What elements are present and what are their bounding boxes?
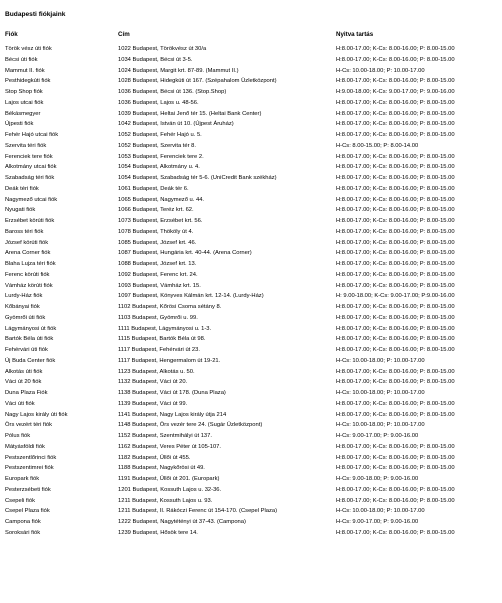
table-row xyxy=(0,195,502,206)
branch-name: Pestszentimrei fiók xyxy=(5,465,54,472)
branch-address: 1022 Budapest, Törökvész út 30/a xyxy=(118,46,207,52)
branch-address: 1034 Budapest, Bécsi út 3-5. xyxy=(118,56,193,63)
branch-hours: H:8.00-17.00; K-Cs: 8.00-16.00; P: 8.00-15.00 xyxy=(336,411,455,418)
table-row xyxy=(0,313,502,324)
branch-address: 1152 Budapest, Szentmihályi út 137. xyxy=(118,433,212,439)
branch-address: 1111 Budapest, Lágymányosi u. 1-3. xyxy=(118,325,212,332)
header-address: Cím xyxy=(118,31,130,38)
branch-name: Lágymányosi út fiók xyxy=(5,325,57,332)
branch-name: Újpesti fiók xyxy=(5,121,34,128)
branch-name: Fehér Hajó utcai fiók xyxy=(5,132,59,138)
branch-hours: H: 9.00-18.00; K-Cs: 9.00-17.00; P:9.00-16.00 xyxy=(336,293,455,300)
table-row xyxy=(0,356,502,367)
page-title: Budapesti fiókjaink xyxy=(5,11,66,18)
table-row xyxy=(0,377,502,388)
branch-hours: H:8.00-17.00; K-Cs: 8.00-16.00; P: 8.00-15.00 xyxy=(336,261,455,267)
branch-name: József körúti fiók xyxy=(5,239,49,246)
branch-address: 1054 Budapest, Alkotmány u. 4. xyxy=(118,164,200,171)
table-row xyxy=(0,173,502,184)
branch-hours: H:8.00-17.00; K-Cs: 8.00-16.00; P: 8.00-15.00 xyxy=(336,228,455,235)
table-row xyxy=(0,55,502,66)
branch-hours: H:8.00-17.00; K-Cs: 8.00-16.00; P: 8.00-15.00 xyxy=(336,465,455,472)
branch-address: 1042 Budapest, István út 10. (Újpest Áruház) xyxy=(118,121,234,128)
branch-address: 1065 Budapest, Nagymező u. 44. xyxy=(118,196,205,203)
branch-name: Mammut II. fiók xyxy=(5,67,45,74)
branch-name: Nagymező utcai fiók xyxy=(5,196,58,203)
branch-name: Váci úti fiók xyxy=(5,400,35,407)
branch-address: 1028 Budapest, Hidegkúti út 167. (Szépahalom Üzletközpont) xyxy=(118,78,277,85)
table-row xyxy=(0,485,502,496)
table-row xyxy=(0,227,502,238)
branch-address: 1148 Budapest, Örs vezér tere 24. (Sugár Üzletközpont) xyxy=(118,422,263,429)
table-row xyxy=(0,496,502,507)
branch-address: 1115 Budapest, Bartók Béla út 98. xyxy=(118,336,206,343)
branch-name: Alkotás úti fiók xyxy=(5,368,43,375)
branch-address: 1117 Budapest, Fehérvári út 23. xyxy=(118,347,200,353)
branch-hours: H:8.00-17.00; K-Cs: 8.00-16.00; P: 8.00-15.00 xyxy=(336,486,455,493)
branch-name: Csepel Plaza fiók xyxy=(5,508,50,515)
branch-name: Ferenciek tere fiók xyxy=(5,153,53,160)
header-branch: Fiók xyxy=(5,31,18,38)
branch-hours: H-Cs: 9.00-17.00; P: 9.00-16.00 xyxy=(336,519,419,525)
branch-name: Váci út 20 fiók xyxy=(5,379,42,386)
branch-name: Kőbányai fiók xyxy=(5,304,40,310)
table-row xyxy=(0,345,502,356)
branch-name: Nagy Lajos király úti fiók xyxy=(5,411,68,418)
branch-name: Nyugati fiók xyxy=(5,207,36,214)
branch-hours: H:8.00-17.00; K-Cs: 8.00-16.00; P: 8.00-15.00 xyxy=(336,250,455,257)
branch-name: Ferenc körúti fiók xyxy=(5,271,50,278)
table-row xyxy=(0,453,502,464)
table-row xyxy=(0,528,502,539)
branch-address: 1087 Budapest, Hungária krt. 40-44. (Arena Corner) xyxy=(118,250,252,257)
branch-hours: H:8.00-17.00; K-Cs: 8.00-16.00; P: 8.00-15.00 xyxy=(336,185,455,192)
branch-name: Duna Plaza Fiók xyxy=(5,390,48,396)
branch-name: Vámház körúti fiók xyxy=(5,282,53,289)
branch-address: 1066 Budapest, Teréz krt. 62. xyxy=(118,207,194,214)
branch-name: Pesterzsébeti fiók xyxy=(5,486,51,493)
branch-name: Csepeli fiók xyxy=(5,497,35,504)
table-row xyxy=(0,216,502,227)
branch-hours: H:8.00-17.00; K-Cs: 8.00-16.00; P: 8.00-15.00 xyxy=(336,196,455,203)
branch-address: 1061 Budapest, Deák tér 6. xyxy=(118,185,189,192)
branch-address: 1191 Budapest, Üllői út 201. (Europark) xyxy=(118,476,220,482)
table-row xyxy=(0,463,502,474)
branch-name: Bartók Béla úti fiók xyxy=(5,336,54,343)
branch-address: 1103 Budapest, Gyömrői u. 99. xyxy=(118,314,198,321)
branch-hours: H:8.00-17.00; K-Cs: 8.00-16.00; P: 8.00-15.00 xyxy=(336,121,455,128)
table-row xyxy=(0,367,502,378)
table-row xyxy=(0,399,502,410)
branch-hours: H:8.00-17.00; K-Cs: 8.00-16.00; P: 8.00-15.00 xyxy=(336,175,455,181)
branch-hours: H-Cs: 8.00-15.00; P: 8.00-14.00 xyxy=(336,142,419,149)
table-row xyxy=(0,248,502,259)
table-row xyxy=(0,109,502,120)
table-row xyxy=(0,76,502,87)
branch-hours: H:8.00-17.00; K-Cs: 8.00-16.00; P: 8.00-15.00 xyxy=(336,218,455,224)
table-row xyxy=(0,44,502,55)
branch-hours: H:8.00-17.00; K-Cs: 8.00-16.00; P: 8.00-15.00 xyxy=(336,56,455,63)
branch-name: Campona fiók xyxy=(5,519,41,525)
branch-address: 1162 Budapest, Veres Péter út 105-107. xyxy=(118,443,222,450)
branch-name: Török vész úti fiók xyxy=(5,46,52,52)
table-row xyxy=(0,66,502,77)
branch-hours: H:8.00-17.00; K-Cs: 8.00-16.00; P: 8.00-15.00 xyxy=(336,347,455,353)
branch-name: Örs vezért téri fiók xyxy=(5,422,53,429)
branch-address: 1117 Budapest, Hengermalom út 19-21. xyxy=(118,357,221,364)
branch-name: Baross téri fiók xyxy=(5,228,44,235)
branch-name: Gyömrői úti fiók xyxy=(5,314,46,321)
table-row xyxy=(0,410,502,421)
table-row xyxy=(0,270,502,281)
branch-hours: H:8.00-17.00; K-Cs: 8.00-16.00; P: 8.00-15.00 xyxy=(336,282,455,289)
branch-hours: H:8.00-17.00; K-Cs: 8.00-16.00; P: 8.00-15.00 xyxy=(336,164,455,171)
branch-hours: H:8.00-17.00; K-Cs: 8.00-16.00; P: 8.00-15.00 xyxy=(336,78,455,85)
branch-name: Soroksári fiók xyxy=(5,529,41,536)
branch-address: 1036 Budapest, Lajos u. 48-56. xyxy=(118,99,199,106)
branch-hours: H:8.00-17.00; K-Cs: 8.00-16.00; P: 8.00-15.00 xyxy=(336,110,455,117)
branch-name: Szabadság téri fiók xyxy=(5,175,55,181)
branch-address: 1239 Budapest, Hősök tere 14. xyxy=(118,529,198,536)
branch-address: 1132 Budapest, Váci út 20. xyxy=(118,379,188,386)
branch-address: 1211 Budapest, Kossuth Lajos u. 93. xyxy=(118,497,213,504)
branch-hours: H:8.00-17.00; K-Cs: 8.00-16.00; P: 8.00-15.00 xyxy=(336,454,455,461)
branch-name: Pesthidegkúti fiók xyxy=(5,78,51,85)
branch-address: 1039 Budapest, Heltai Jenő tér 15. (Heltai Bank Center) xyxy=(118,110,262,117)
branch-name: Arena Corner fiók xyxy=(5,250,51,257)
table-row xyxy=(0,141,502,152)
table-row xyxy=(0,506,502,517)
branch-address: 1222 Budapest, Nagytétényi út 37-43. (Campona) xyxy=(118,519,246,525)
table-row xyxy=(0,431,502,442)
branch-address: 1078 Budapest, Thököly út 4. xyxy=(118,228,194,235)
branch-hours: H-Cs: 10.00-18.00; P: 10.00-17.00 xyxy=(336,390,425,396)
branch-hours: H:8.00-17.00; K-Cs: 8.00-16.00; P: 8.00-15.00 xyxy=(336,271,455,278)
header-opening-hours: Nyitva tartás xyxy=(336,31,374,38)
branch-name: Erzsébet körúti fiók xyxy=(5,218,55,224)
branch-hours: H:9.00-18.00; K-Cs: 9.00-17.00; P: 9.00-16.00 xyxy=(336,89,455,95)
branch-name: Lurdy-Ház fiók xyxy=(5,293,43,300)
branch-name: Deák téri fiók xyxy=(5,185,39,192)
table-row xyxy=(0,474,502,485)
branch-hours: H:8.00-17.00; K-Cs: 8.00-16.00; P: 8.00-15.00 xyxy=(336,325,455,332)
branch-name: Alkotmány utcai fiók xyxy=(5,164,57,171)
branch-hours: H:8.00-17.00; K-Cs: 8.00-16.00; P: 8.00-15.00 xyxy=(336,314,455,321)
branch-address: 1073 Budapest, Erzsébet krt. 56. xyxy=(118,218,203,224)
table-row xyxy=(0,205,502,216)
table-row xyxy=(0,98,502,109)
branch-hours: H:8.00-17.00; K-Cs: 8.00-16.00; P: 8.00-15.00 xyxy=(336,529,455,536)
branch-table xyxy=(0,44,502,539)
branch-address: 1139 Budapest, Váci út 99. xyxy=(118,400,188,407)
branch-name: Új Buda Center fiók xyxy=(5,357,56,364)
branch-address: 1093 Budapest, Vámház krt. 15. xyxy=(118,282,201,289)
table-row xyxy=(0,388,502,399)
branch-hours: H:8.00-17.00; K-Cs: 8.00-16.00; P: 8.00-15.00 xyxy=(336,379,455,386)
branch-hours: H:8.00-17.00; K-Cs: 8.00-16.00; P: 8.00-15.00 xyxy=(336,336,455,343)
branch-address: 1036 Budapest, Bécsi út 136. (Stop.Shop) xyxy=(118,89,227,95)
table-row xyxy=(0,259,502,270)
branch-name: Blaha Lujza téri fiók xyxy=(5,261,56,267)
branch-hours: H:8.00-17.00; K-Cs: 8.00-16.00; P: 8.00-15.00 xyxy=(336,207,455,214)
table-row xyxy=(0,281,502,292)
branch-address: 1052 Budapest, Fehér Hajó u. 5. xyxy=(118,132,202,138)
branch-hours: H:8.00-17.00; K-Cs: 8.00-16.00; P: 8.00-15.00 xyxy=(336,368,455,375)
branch-address: 1102 Budapest, Kőrösi Csoma sétány 8. xyxy=(118,304,222,310)
branch-address: 1188 Budapest, Nagykőrösi út 49. xyxy=(118,465,205,472)
table-row xyxy=(0,324,502,335)
branch-hours: H-Cs: 10.00-18.00; P: 10.00-17.00 xyxy=(336,357,425,364)
table-row xyxy=(0,442,502,453)
branch-hours: H:8.00-17.00; K-Cs: 8.00-16.00; P: 8.00-15.00 xyxy=(336,443,455,450)
branch-name: Bécsi úti fiók xyxy=(5,56,38,63)
branch-hours: H:8.00-17.00; K-Cs: 8.00-16.00; P: 8.00-15.00 xyxy=(336,497,455,504)
table-row xyxy=(0,152,502,163)
table-row xyxy=(0,162,502,173)
branch-name: Pólus fiók xyxy=(5,433,31,439)
table-row xyxy=(0,87,502,98)
branch-name: Szervita téri fiók xyxy=(5,142,47,149)
branch-hours: H:8.00-17.00; K-Cs: 8.00-16.00; P: 8.00-15.00 xyxy=(336,239,455,246)
branch-address: 1141 Budapest, Nagy Lajos király útja 214 xyxy=(118,411,227,418)
table-row xyxy=(0,130,502,141)
branch-address: 1201 Budapest, Kossuth Lajos u. 32-36. xyxy=(118,486,222,493)
branch-name: Mátyásföldi fiók xyxy=(5,443,45,450)
branch-address: 1088 Budapest, József krt. 13. xyxy=(118,261,197,267)
branch-hours: H-Cs: 9.00-17.00; P: 9.00-16.00 xyxy=(336,433,419,439)
branch-hours: H:8.00-17.00; K-Cs: 8.00-16.00; P: 8.00-15.00 xyxy=(336,400,455,407)
branch-address: 1024 Budapest, Margit krt. 87-89. (Mammut II.) xyxy=(118,67,239,74)
branch-hours: H-Cs: 10.00-18.00; P: 10.00-17.00 xyxy=(336,508,425,515)
branch-address: 1211 Budapest, II. Rákóczi Ferenc út 154-170. (Csepel Plaza) xyxy=(118,508,278,515)
table-row xyxy=(0,291,502,302)
branch-address: 1053 Budapest, Ferenciek tere 2. xyxy=(118,153,204,160)
branch-name: Europark fiók xyxy=(5,476,40,482)
table-row xyxy=(0,184,502,195)
branch-address: 1097 Budapest, Könyves Kálmán krt. 12-14. (Lurdy-Ház) xyxy=(118,293,264,300)
branch-name: Pestszentlőrinci fiók xyxy=(5,454,57,461)
branch-name: Fehérvári úti fiók xyxy=(5,347,48,353)
branch-hours: H-Cs: 9.00-18.00; P: 9.00-16.00 xyxy=(336,476,419,482)
branch-name: Stop Shop fiók xyxy=(5,89,43,95)
table-row xyxy=(0,302,502,313)
branch-hours: H:8.00-17.00; K-Cs: 8.00-16.00; P: 8.00-15.00 xyxy=(336,132,455,138)
branch-name: Békásmegyer xyxy=(5,110,41,117)
branch-address: 1123 Budapest, Alkotás u. 50. xyxy=(118,368,195,375)
table-row xyxy=(0,119,502,130)
branch-address: 1092 Budapest, Ferenc krt. 24. xyxy=(118,271,198,278)
branch-hours: H:8.00-17.00; K-Cs: 8.00-16.00; P: 8.00-15.00 xyxy=(336,153,455,160)
branch-address: 1182 Budapest, Üllői út 455. xyxy=(118,454,191,461)
branch-hours: H-Cs: 10.00-18.00; P: 10.00-17.00 xyxy=(336,67,425,74)
branch-address: 1054 Budapest, Szabadság tér 5-6. (UniCredit Bank székház) xyxy=(118,175,277,181)
branch-name: Lajos utcai fiók xyxy=(5,99,44,106)
table-row xyxy=(0,334,502,345)
branch-address: 1138 Budapest, Váci út 178. (Duna Plaza) xyxy=(118,390,226,396)
branch-address: 1085 Budapest, József krt. 46. xyxy=(118,239,197,246)
table-row xyxy=(0,238,502,249)
branch-address: 1052 Budapest, Szervita tér 8. xyxy=(118,142,196,149)
branch-hours: H:8.00-17.00; K-Cs: 8.00-16.00; P: 8.00-15.00 xyxy=(336,46,455,52)
branch-hours: H:8.00-17.00; K-Cs: 8.00-16.00; P: 8.00-15.00 xyxy=(336,304,455,310)
table-row xyxy=(0,517,502,528)
branch-hours: H-Cs: 10.00-18.00; P: 10.00-17.00 xyxy=(336,422,425,429)
table-row xyxy=(0,420,502,431)
branch-hours: H:8.00-17.00; K-Cs: 8.00-16.00; P: 8.00-15.00 xyxy=(336,99,455,106)
